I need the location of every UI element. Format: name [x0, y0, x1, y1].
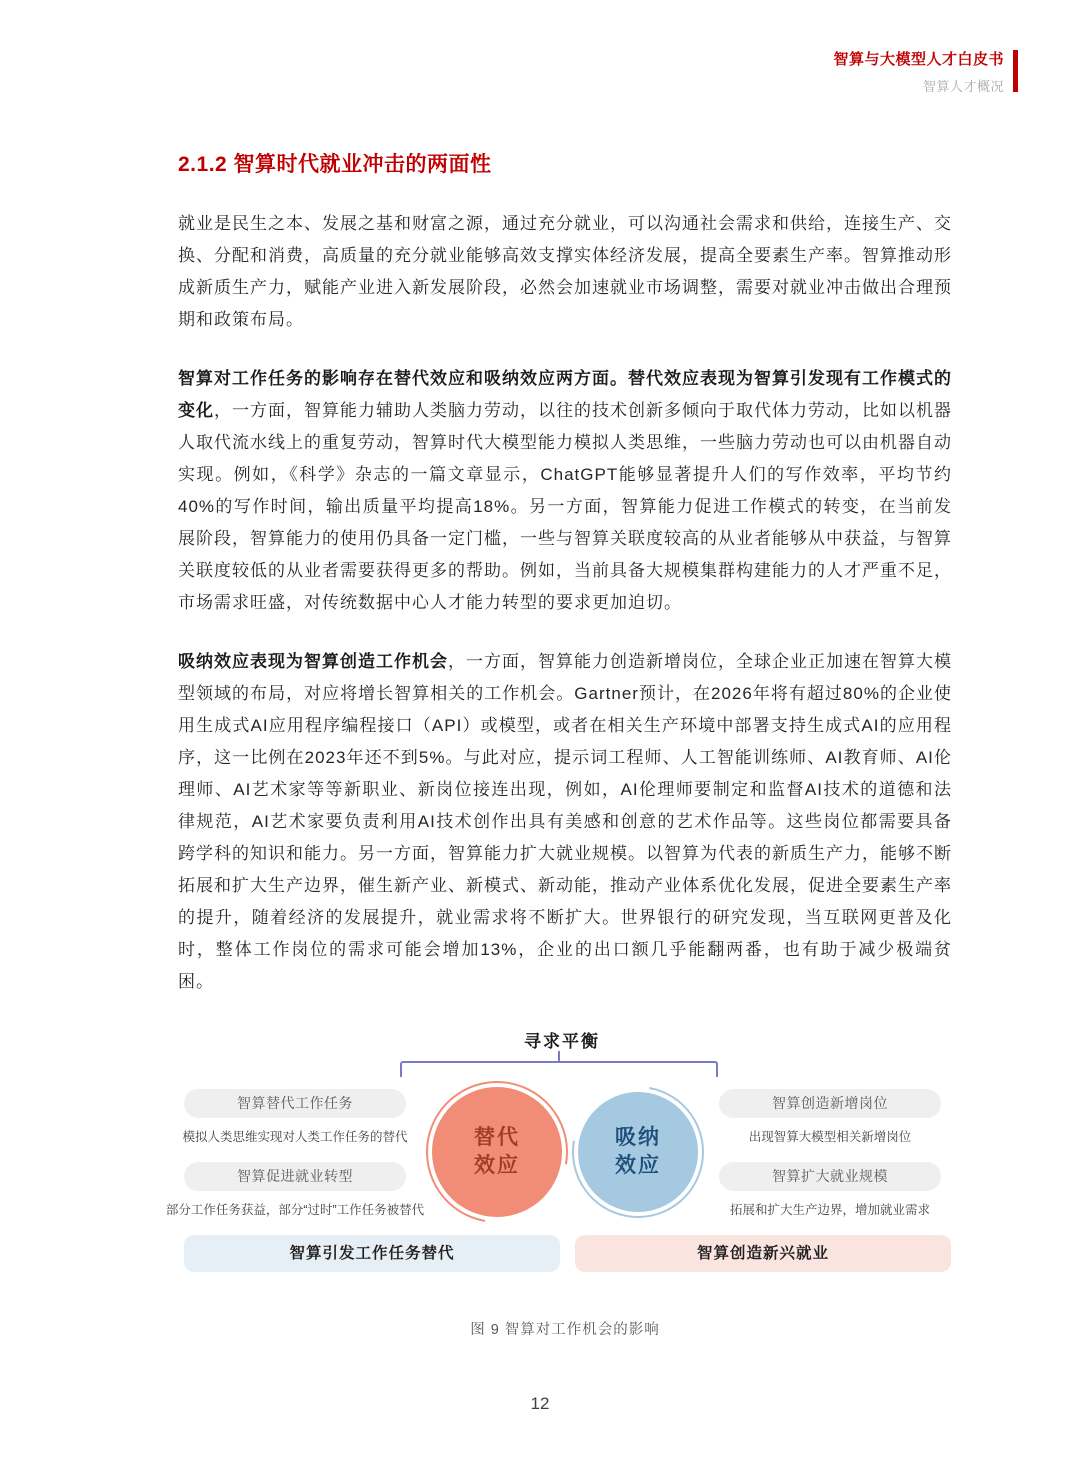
section-heading: 2.1.2 智算时代就业冲击的两面性: [178, 153, 492, 176]
page-header: [833, 50, 1018, 95]
absorption-summary-bar: 智算创造新兴就业: [575, 1235, 951, 1272]
effect-pill: 智算替代工作任务: [184, 1089, 406, 1118]
substitution-effect-circle: [432, 1087, 562, 1217]
effect-desc: 出现智算大模型相关新增岗位: [748, 1130, 912, 1144]
doc-title: 智算与大模型人才白皮书: [833, 51, 1004, 68]
paragraph-2: [178, 363, 952, 619]
effect-desc: 模拟人类思维实现对人类工作任务的替代: [182, 1130, 408, 1144]
figure-9: [165, 1025, 952, 1339]
absorption-effect-circle: [578, 1092, 698, 1212]
page-number: 12: [530, 1394, 550, 1413]
paragraph-2-text: ，一方面，智算能力辅助人类脑力劳动，以往的技术创新多倾向于取代体力劳动，比如以机器人取代流水线上的重复劳动，智算时代大模型能力模拟人类思维，一些脑力劳动也可以由机器自动实现。例如，《科学》杂志的一篇文章显示，ChatGPT能够显著提升人们的写作效率，平均节约40%的写作时间，输出质量平均提高18%。另一方面，智算能力促进工作模式的转变，在当前发展阶段，智算能力的使用仍具备一定门槛，一些与智算关联度较高的从业者能够从中获益，与智算关联度较低的从业者需要获得更多的帮助。例如，当前具备大规模集群构建能力的人才严重不足，市场需求旺盛，对传统数据中心人才能力转型的要求更加迫切。: [178, 401, 952, 612]
paragraph-3: [178, 646, 952, 998]
effect-pill: 智算扩大就业规模: [719, 1162, 941, 1191]
balance-diagram: [165, 1025, 952, 1272]
absorption-circle-line1: 吸纳: [615, 1126, 661, 1149]
chapter-label: 智算人才概况: [922, 79, 1004, 94]
substitution-circle-line1: 替代: [474, 1126, 520, 1149]
effect-pill: 智算创造新增岗位: [719, 1089, 941, 1118]
absorption-circle-line2: 效应: [615, 1154, 661, 1177]
substitution-circle-line2: 效应: [474, 1154, 520, 1177]
effect-desc: 部分工作任务获益，部分“过时”工作任务被替代: [165, 1203, 425, 1217]
paragraph-3-bold: 吸纳效应表现为智算创造工作机会: [178, 652, 448, 671]
substitution-summary-bar: 智算引发工作任务替代: [184, 1235, 560, 1272]
paragraph-2-bold: 智算对工作任务的影响存在替代效应和吸纳效应两方面。替代效应表现为智算引发现有工作模式的变化: [178, 369, 952, 420]
paragraph-1: [178, 208, 952, 336]
header-accent-bar: [1013, 50, 1018, 92]
effect-pill: 智算促进就业转型: [184, 1162, 406, 1191]
effect-desc: 拓展和扩大生产边界，增加就业需求: [729, 1203, 930, 1217]
balance-label: 寻求平衡: [524, 1032, 600, 1051]
paragraph-1-text: 就业是民生之本、发展之基和财富之源，通过充分就业，可以沟通社会需求和供给，连接生产、交换、分配和消费，高质量的充分就业能够高效支撑实体经济发展，提高全要素生产率。智算推动形成新质生产力，赋能产业进入新发展阶段，必然会加速就业市场调整，需要对就业冲击做出合理预期和政策布局。: [178, 214, 952, 329]
balance-bracket: [400, 1061, 718, 1077]
figure-caption: 图 9 智算对工作机会的影响: [470, 1322, 660, 1338]
header-text: [833, 50, 1004, 95]
paragraph-3-text: ，一方面，智算能力创造新增岗位，全球企业正加速在智算大模型领域的布局，对应将增长智算相关的工作机会。Gartner预计，在2026年将有超过80%的企业使用生成式AI应用程序编程接口（API）或模型，或者在相关生产环境中部署支持生成式AI的应用程序，这一比例在2023年还不到5%。与此对应，提示词工程师、人工智能训练师、AI教育师、AI伦理师、AI艺术家等等新职业、新岗位接连出现，例如，AI伦理师要制定和监督AI技术的道德和法律规范，AI艺术家要负责利用AI技术创作出具有美感和创意的艺术作品等。这些岗位都需要具备跨学科的知识和能力。另一方面，智算能力扩大就业规模。以智算为代表的新质生产力，能够不断拓展和扩大生产边界，催生新产业、新模式、新动能，推动产业体系优化发展，促进全要素生产率的提升，随着经济的发展提升，就业需求将不断扩大。世界银行的研究发现，当互联网更普及化时，整体工作岗位的需求可能会增加13%，企业的出口额几乎能翻两番，也有助于减少极端贫困。: [178, 652, 952, 991]
